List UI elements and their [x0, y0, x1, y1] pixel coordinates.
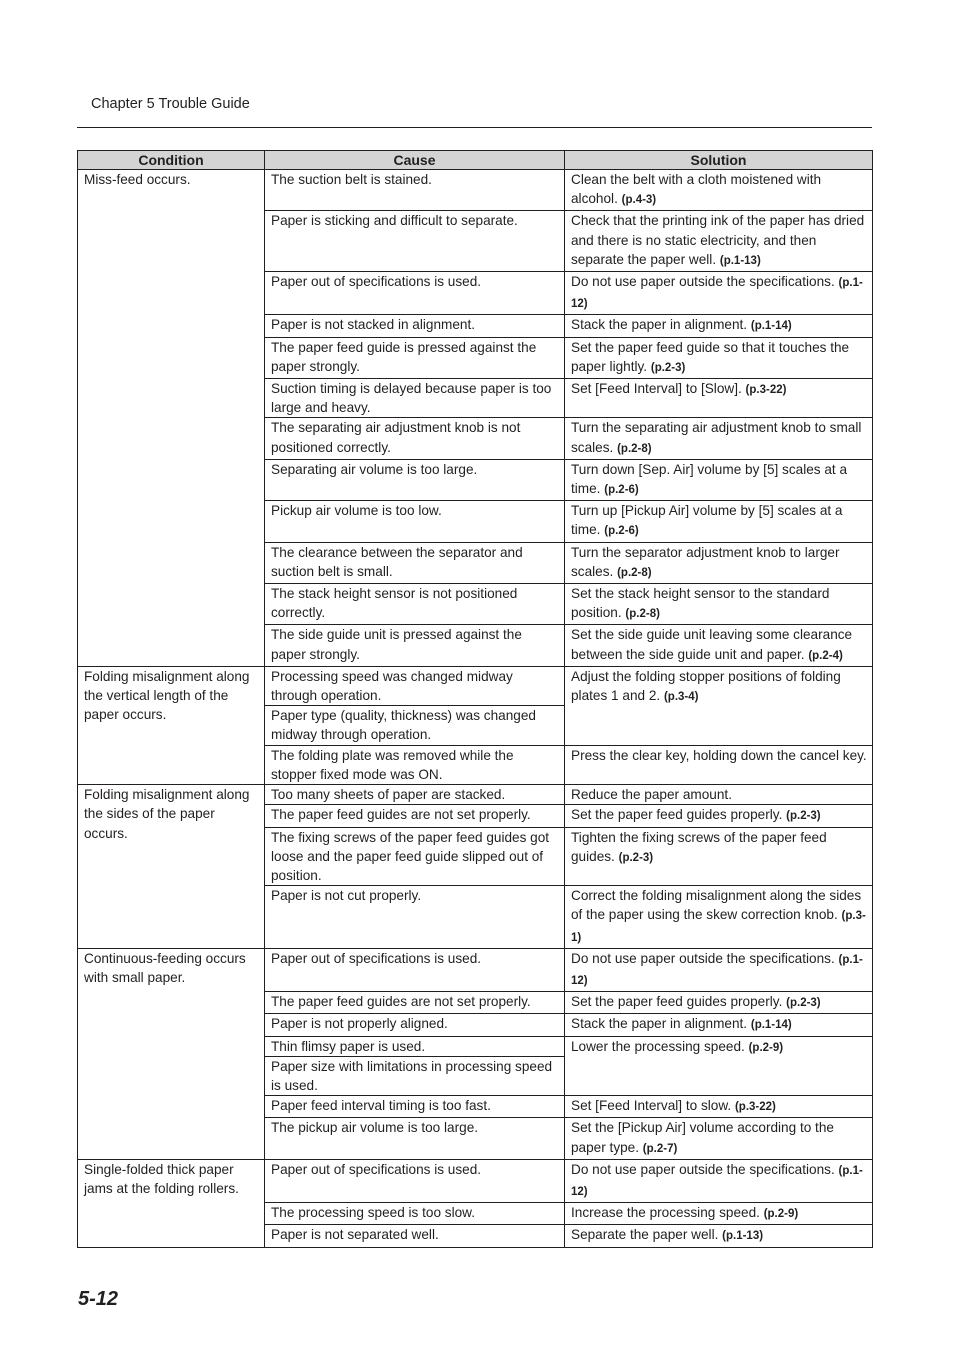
cause-cell: Paper type (quality, thickness) was changed midway through operation. [265, 706, 565, 745]
solution-cell [565, 805, 873, 827]
page-reference: (p.2-6) [604, 525, 639, 538]
page-reference: (p.2-3) [786, 810, 821, 823]
page-number: 5-12 [78, 1288, 119, 1310]
solution-cell [565, 1014, 873, 1036]
solution-cell [565, 992, 873, 1014]
solution-cell [565, 501, 873, 542]
cause-cell: The paper feed guides are not set properly. [265, 992, 565, 1014]
solution-text: Do not use paper outside the specifications. [571, 274, 835, 290]
solution-cell [565, 379, 873, 418]
page-reference: (p.1-13) [722, 1230, 764, 1243]
column-header-cause: Cause [265, 151, 565, 170]
cause-cell: The side guide unit is pressed against the paper strongly. [265, 625, 565, 666]
solution-text: Increase the processing speed. [571, 1205, 760, 1221]
cause-cell: Paper out of specifications is used. [265, 272, 565, 315]
solution-cell [565, 584, 873, 625]
solution-cell [565, 170, 873, 211]
cause-cell: Paper is not stacked in alignment. [265, 315, 565, 337]
solution-cell [565, 459, 873, 500]
cause-cell: Paper is not separated well. [265, 1225, 565, 1247]
solution-text: Clean the belt with a cloth moistened with alcohol. [571, 172, 822, 207]
page-reference: (p.2-7) [642, 1142, 678, 1155]
page-reference: (p.3-1) [571, 910, 866, 944]
cause-cell: Paper size with limitations in processing speed is used. [265, 1056, 565, 1095]
solution-text: Tighten the fixing screws of the paper feed guides. [571, 829, 827, 864]
cause-cell: Paper is not properly aligned. [265, 1014, 565, 1036]
solution-cell [565, 827, 873, 886]
page-reference: (p.2-9) [763, 1208, 799, 1221]
page-reference: (p.2-8) [617, 566, 652, 579]
page-reference: (p.1-14) [750, 1019, 792, 1032]
condition-cell: Continuous-feeding occurs with small paper. [78, 948, 265, 1159]
page-reference: (p.1-12) [571, 277, 863, 311]
page-reference: (p.2-8) [625, 608, 660, 621]
solution-cell [565, 745, 873, 784]
solution-text: Turn up [Pickup Air] volume by [5] scales at a time. [571, 503, 843, 538]
solution-text: Lower the processing speed. [571, 1038, 745, 1054]
solution-text: Set the paper feed guides properly. [571, 807, 783, 823]
cause-cell: Pickup air volume is too low. [265, 501, 565, 542]
page-reference: (p.2-9) [748, 1041, 784, 1054]
solution-text: Correct the folding misalignment along the sides of the paper using the skew correction knob. [571, 888, 862, 923]
solution-text: Set [Feed Interval] to [Slow]. [571, 381, 742, 397]
solution-cell [565, 886, 873, 949]
condition-cell: Folding misalignment along the vertical length of the paper occurs. [78, 666, 265, 784]
cause-cell: Processing speed was changed midway through operation. [265, 666, 565, 705]
solution-cell [565, 666, 873, 745]
cause-cell: Suction timing is delayed because paper is too large and heavy. [265, 379, 565, 418]
page-reference: (p.1-13) [719, 254, 761, 267]
solution-text: Stack the paper in alignment. [571, 317, 748, 333]
page-reference: (p.4-3) [621, 194, 657, 207]
table-row [78, 666, 873, 705]
solution-cell [565, 1203, 873, 1225]
page-reference: (p.2-6) [604, 484, 639, 497]
cause-cell: Separating air volume is too large. [265, 459, 565, 500]
solution-text: Turn the separating air adjustment knob to small scales. [571, 420, 862, 455]
solution-text: Set the [Pickup Air] volume according to the paper type. [571, 1120, 834, 1155]
solution-text: Set the paper feed guides properly. [571, 994, 783, 1010]
trouble-guide-table [77, 150, 873, 1248]
solution-text: Set the stack height sensor to the standard position. [571, 586, 830, 621]
solution-text: Check that the printing ink of the paper has dried and there is no static electricity, and then separate the paper well. [571, 213, 865, 267]
cause-cell: Paper is not cut properly. [265, 886, 565, 949]
page-reference: (p.2-3) [786, 997, 821, 1010]
page-reference: (p.1-12) [571, 953, 863, 987]
cause-cell: Paper is sticking and difficult to separate. [265, 211, 565, 272]
solution-text: Do not use paper outside the specifications. [571, 950, 835, 966]
solution-cell [565, 272, 873, 315]
solution-text: Set the side guide unit leaving some clearance between the side guide unit and paper. [571, 627, 853, 662]
solution-cell [565, 1096, 873, 1118]
solution-cell [565, 625, 873, 666]
solution-cell [565, 785, 873, 805]
solution-cell [565, 1159, 873, 1202]
condition-cell: Miss-feed occurs. [78, 170, 265, 667]
page-reference: (p.3-22) [745, 384, 787, 397]
solution-cell [565, 337, 873, 378]
solution-text: Stack the paper in alignment. [571, 1016, 748, 1032]
cause-cell: The separating air adjustment knob is not positioned correctly. [265, 418, 565, 459]
solution-text: Adjust the folding stopper positions of folding plates 1 and 2. [571, 668, 841, 704]
cause-cell: The stack height sensor is not positioned correctly. [265, 584, 565, 625]
cause-cell: The paper feed guide is pressed against the paper strongly. [265, 337, 565, 378]
cause-cell: The fixing screws of the paper feed guides got loose and the paper feed guide slipped out of position. [265, 827, 565, 886]
solution-cell [565, 948, 873, 991]
solution-text: Set [Feed Interval] to slow. [571, 1098, 732, 1114]
condition-cell: Single-folded thick paper jams at the folding rollers. [78, 1159, 265, 1247]
header-rule [77, 127, 872, 128]
solution-text: Do not use paper outside the specifications. [571, 1161, 835, 1177]
page-reference: (p.2-3) [618, 851, 654, 864]
page-reference: (p.1-14) [750, 320, 792, 333]
cause-cell: Paper out of specifications is used. [265, 1159, 565, 1202]
solution-text: Press the clear key, holding down the cancel key. [571, 747, 867, 763]
column-header-condition: Condition [78, 151, 265, 170]
table-row [78, 170, 873, 211]
page-reference: (p.2-8) [617, 442, 652, 455]
cause-cell: The processing speed is too slow. [265, 1203, 565, 1225]
page-reference: (p.3-4) [663, 691, 699, 704]
page-reference: (p.2-4) [808, 649, 843, 662]
solution-cell [565, 418, 873, 459]
solution-cell [565, 1225, 873, 1247]
page-reference: (p.3-22) [734, 1101, 776, 1114]
cause-cell: Paper out of specifications is used. [265, 948, 565, 991]
table-row [78, 785, 873, 805]
solution-cell [565, 315, 873, 337]
solution-text: Turn down [Sep. Air] volume by [5] scales at a time. [571, 461, 848, 497]
table-row [78, 948, 873, 991]
cause-cell: The suction belt is stained. [265, 170, 565, 211]
chapter-header: Chapter 5 Trouble Guide [91, 96, 250, 112]
cause-cell: Thin flimsy paper is used. [265, 1036, 565, 1056]
table-header-row [78, 151, 873, 170]
solution-cell [565, 1036, 873, 1096]
solution-cell [565, 211, 873, 272]
cause-cell: The pickup air volume is too large. [265, 1118, 565, 1159]
condition-cell: Folding misalignment along the sides of the paper occurs. [78, 785, 265, 949]
cause-cell: Paper feed interval timing is too fast. [265, 1096, 565, 1118]
table-row [78, 1159, 873, 1202]
solution-text: Turn the separator adjustment knob to larger scales. [571, 544, 840, 579]
solution-cell [565, 1118, 873, 1159]
solution-text: Set the paper feed guide so that it touches the paper lightly. [571, 339, 850, 374]
cause-cell: The paper feed guides are not set properly. [265, 805, 565, 827]
solution-cell [565, 542, 873, 583]
cause-cell: The folding plate was removed while the stopper fixed mode was ON. [265, 745, 565, 784]
cause-cell: The clearance between the separator and suction belt is small. [265, 542, 565, 583]
solution-text: Reduce the paper amount. [571, 787, 732, 803]
page-reference: (p.2-3) [650, 361, 686, 374]
cause-cell: Too many sheets of paper are stacked. [265, 785, 565, 805]
column-header-solution: Solution [565, 151, 873, 170]
solution-text: Separate the paper well. [571, 1227, 719, 1243]
page-reference: (p.1-12) [571, 1164, 863, 1198]
